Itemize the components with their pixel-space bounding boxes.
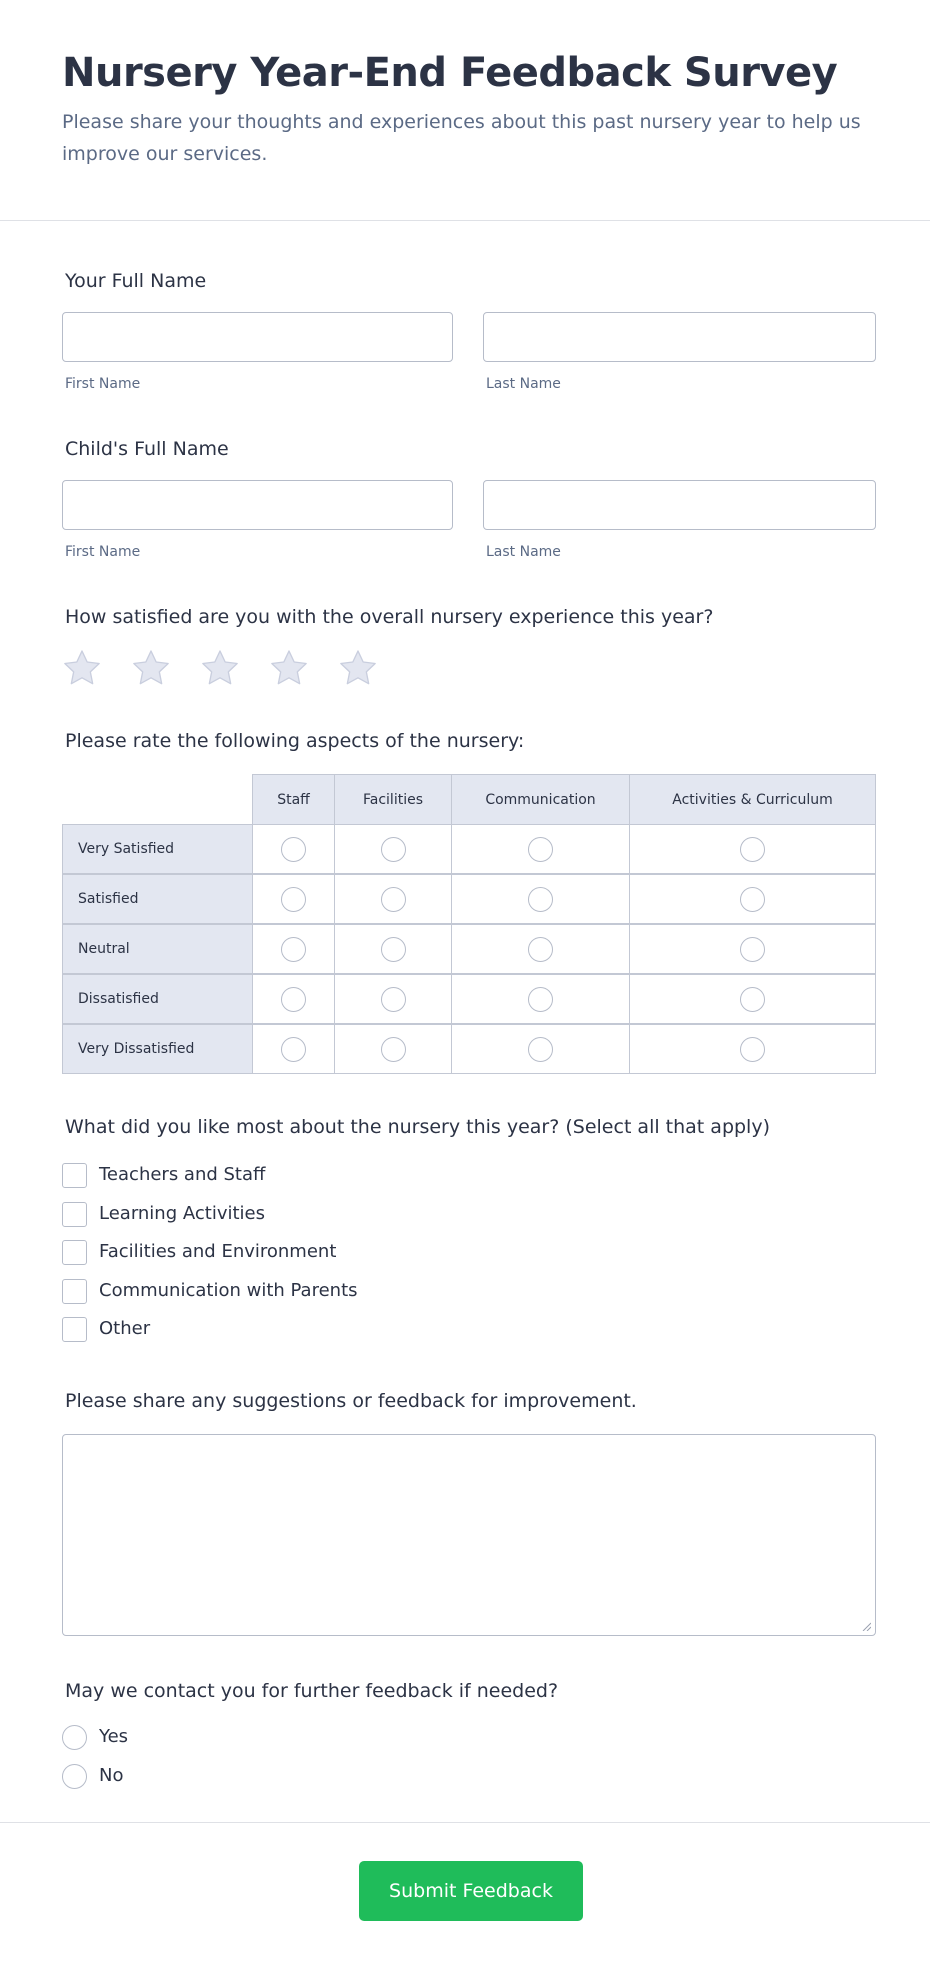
matrix-radio[interactable] — [528, 937, 553, 962]
matrix-column-header: Communication — [451, 774, 630, 825]
matrix-cell — [451, 924, 630, 974]
child-last-name-input[interactable] — [483, 480, 876, 530]
matrix-cell — [252, 874, 335, 924]
matrix-cell — [252, 1024, 335, 1074]
matrix-label: Please rate the following aspects of the nursery: — [65, 730, 525, 752]
matrix-radio[interactable] — [528, 987, 553, 1012]
child-name-label: Child's Full Name — [65, 438, 229, 460]
liked-checkbox[interactable] — [62, 1279, 87, 1304]
contact-label: May we contact you for further feedback if needed? — [65, 1680, 559, 1702]
liked-option-label[interactable]: Teachers and Staff — [99, 1164, 266, 1185]
star-1-icon[interactable] — [62, 648, 102, 688]
matrix-cell — [252, 974, 335, 1024]
footer-divider — [0, 1822, 930, 1823]
liked-checkbox[interactable] — [62, 1163, 87, 1188]
satisfaction-label: How satisfied are you with the overall nursery experience this year? — [65, 606, 714, 628]
suggestions-label: Please share any suggestions or feedback for improvement. — [65, 1390, 637, 1412]
matrix-cell — [334, 874, 452, 924]
matrix-radio[interactable] — [381, 937, 406, 962]
matrix-cell — [451, 1024, 630, 1074]
matrix-radio[interactable] — [740, 1037, 765, 1062]
matrix-radio[interactable] — [281, 1037, 306, 1062]
contact-radio-no[interactable] — [62, 1764, 87, 1789]
matrix-cell — [451, 974, 630, 1024]
matrix-radio[interactable] — [381, 1037, 406, 1062]
matrix-radio[interactable] — [381, 887, 406, 912]
contact-option-label[interactable]: No — [99, 1764, 124, 1786]
matrix-cell — [334, 824, 452, 874]
submit-button[interactable]: Submit Feedback — [359, 1861, 583, 1921]
liked-option-label[interactable]: Learning Activities — [99, 1202, 265, 1224]
child-last-name-sublabel: Last Name — [486, 544, 561, 560]
suggestions-textarea[interactable] — [62, 1434, 876, 1636]
your-name-label: Your Full Name — [65, 270, 207, 292]
matrix-radio[interactable] — [281, 887, 306, 912]
liked-checkbox[interactable] — [62, 1240, 87, 1265]
matrix-cell — [451, 824, 630, 874]
matrix-radio[interactable] — [528, 1037, 553, 1062]
your-last-name-input[interactable] — [483, 312, 876, 362]
matrix-cell — [451, 874, 630, 924]
matrix-cell — [629, 974, 876, 1024]
matrix-cell — [252, 924, 335, 974]
matrix-column-header: Activities & Curriculum — [629, 774, 876, 825]
matrix-radio[interactable] — [381, 837, 406, 862]
matrix-row-label: Satisfied — [62, 874, 253, 924]
matrix-radio[interactable] — [281, 987, 306, 1012]
matrix-radio[interactable] — [740, 937, 765, 962]
liked-option-label[interactable]: Facilities and Environment — [99, 1241, 337, 1262]
matrix-column-header: Staff — [252, 774, 335, 825]
matrix-radio[interactable] — [281, 937, 306, 962]
rating-matrix — [62, 774, 876, 1075]
liked-checkbox[interactable] — [62, 1202, 87, 1227]
your-first-name-sublabel: First Name — [65, 376, 141, 392]
your-last-name-sublabel: Last Name — [486, 376, 561, 392]
matrix-cell — [252, 824, 335, 874]
matrix-row-label: Dissatisfied — [62, 974, 253, 1024]
liked-label: What did you like most about the nursery this year? (Select all that apply) — [65, 1116, 770, 1138]
matrix-radio[interactable] — [740, 987, 765, 1012]
contact-radio-yes[interactable] — [62, 1725, 87, 1750]
star-4-icon[interactable] — [269, 648, 309, 688]
child-first-name-input[interactable] — [62, 480, 453, 530]
liked-option-label[interactable]: Communication with Parents — [99, 1279, 358, 1301]
matrix-column-header: Facilities — [334, 774, 452, 825]
matrix-row-label: Neutral — [62, 924, 253, 974]
matrix-radio[interactable] — [281, 837, 306, 862]
star-2-icon[interactable] — [131, 648, 171, 688]
matrix-cell — [334, 924, 452, 974]
liked-checkbox[interactable] — [62, 1317, 87, 1342]
matrix-radio[interactable] — [528, 887, 553, 912]
matrix-cell — [629, 824, 876, 874]
form-subtitle: Please share your thoughts and experiences about this past nursery year to help us improve our services. — [62, 111, 861, 165]
star-5-icon[interactable] — [338, 648, 378, 688]
contact-option-label[interactable]: Yes — [99, 1726, 129, 1747]
matrix-cell — [629, 874, 876, 924]
your-first-name-input[interactable] — [62, 312, 453, 362]
resize-handle-icon[interactable] — [861, 1621, 871, 1631]
form-title: Nursery Year-End Feedback Survey — [62, 50, 838, 96]
matrix-radio[interactable] — [740, 887, 765, 912]
matrix-cell — [334, 1024, 452, 1074]
star-3-icon[interactable] — [200, 648, 240, 688]
child-first-name-sublabel: First Name — [65, 544, 141, 560]
liked-option-label[interactable]: Other — [99, 1318, 151, 1339]
matrix-radio[interactable] — [528, 837, 553, 862]
matrix-row-label: Very Dissatisfied — [62, 1024, 253, 1074]
matrix-radio[interactable] — [740, 837, 765, 862]
matrix-cell — [334, 974, 452, 1024]
matrix-cell — [629, 924, 876, 974]
matrix-radio[interactable] — [381, 987, 406, 1012]
matrix-row-label: Very Satisfied — [62, 824, 253, 874]
form-header — [0, 0, 930, 221]
matrix-cell — [629, 1024, 876, 1074]
